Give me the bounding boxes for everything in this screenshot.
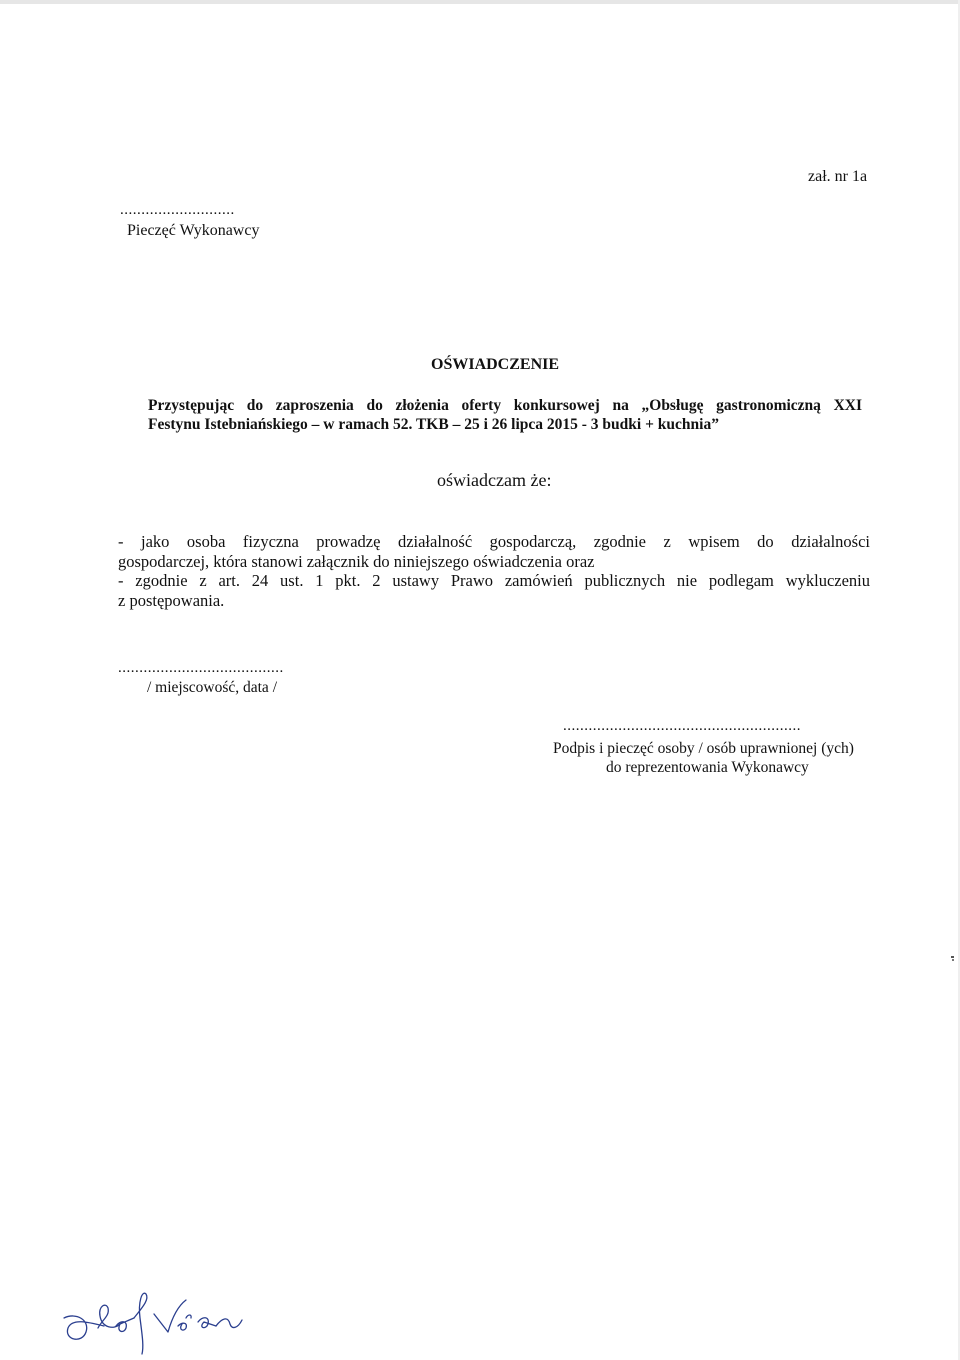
signature-label-line-1: Podpis i pieczęć osoby / osób uprawnionej (ych) xyxy=(553,740,854,757)
body-line-2: gospodarczej, która stanowi załącznik do niniejszego oświadczenia oraz xyxy=(118,551,595,571)
scan-speck xyxy=(951,956,955,962)
handwritten-signature xyxy=(58,1278,248,1356)
intro-line-2: Festynu Istebniańskiego – w ramach 52. TKB – 25 i 26 lipca 2015 - 3 budki + kuchnia” xyxy=(148,416,719,433)
declaration-body xyxy=(118,532,870,610)
signature-label-line-2: do reprezentowania Wykonawcy xyxy=(606,759,809,776)
signature-dotted-line: ........................................................ xyxy=(563,718,801,734)
page-top-edge xyxy=(0,0,960,4)
intro-line-1: Przystępując do zaproszenia do złożenia oferty konkursowej na „Obsługę gastronomiczną XXI xyxy=(148,397,862,414)
stamp-label: Pieczęć Wykonawcy xyxy=(127,222,260,239)
intro-paragraph xyxy=(148,396,862,434)
body-line-3: - zgodnie z art. 24 ust. 1 pkt. 2 ustawy Prawo zamówień publicznych nie podlegam wykluczeniu xyxy=(118,571,870,590)
declaration-heading: oświadczam że: xyxy=(437,470,552,490)
body-line-4: z postępowania. xyxy=(118,590,225,610)
place-date-dotted-line: ....................................... xyxy=(118,660,284,676)
document-title: OŚWIADCZENIE xyxy=(431,356,560,373)
body-line-1: - jako osoba fizyczna prowadzę działalność gospodarczą, zgodnie z wpisem do działalności xyxy=(118,532,870,551)
attachment-label: zał. nr 1a xyxy=(808,168,868,185)
place-date-label: / miejscowość, data / xyxy=(147,679,277,696)
stamp-dotted-line: ........................... xyxy=(120,202,235,218)
